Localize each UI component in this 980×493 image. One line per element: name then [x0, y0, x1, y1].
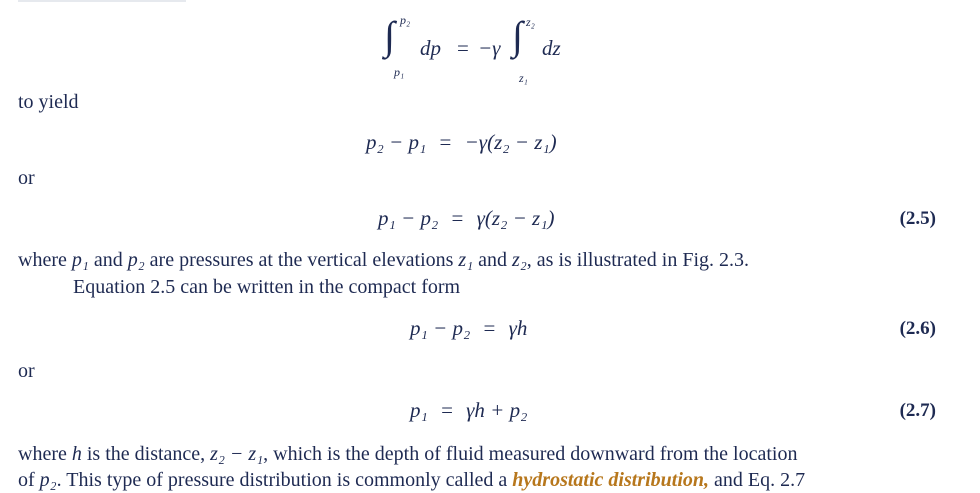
- equation-number-2-6: (2.6): [899, 318, 936, 339]
- eq-2-5-lhs: p₁ − p₂: [378, 206, 439, 230]
- para3-text-3: , which is the depth of fluid measured downward from the location: [263, 443, 798, 465]
- integral-sign-right: ∫: [512, 13, 523, 58]
- para3-text-2: is the distance,: [81, 443, 211, 465]
- paragraph-compact-form: Equation 2.5 can be written in the compact form: [73, 276, 461, 298]
- para1-text-4: and: [473, 249, 513, 271]
- rhs-lower-limit: z₁: [519, 71, 528, 85]
- integral-equals: =: [457, 36, 469, 60]
- para1-text-3: are pressures at the vertical elevations: [144, 249, 459, 271]
- para1-text-2: and: [88, 249, 128, 271]
- paragraph-hydrostatic: [18, 470, 805, 490]
- rhs-integrand: dz: [542, 36, 561, 60]
- or-text-1: or: [18, 167, 35, 189]
- rhs-upper-limit: z₂: [526, 15, 535, 29]
- para1-p1: p₁: [71, 249, 89, 271]
- para3-expression: z₂ − z₁: [210, 443, 264, 465]
- paragraph-distance: [18, 444, 797, 464]
- lhs-lower-limit: p₁: [394, 65, 405, 79]
- para1-p2: p₂: [127, 249, 145, 271]
- equation-number-2-5: (2.5): [899, 208, 936, 229]
- equation-2-7: [410, 400, 527, 421]
- para4-p2: p₂: [39, 469, 57, 491]
- eq-2-7-equals: =: [441, 398, 453, 422]
- lhs-integrand: dp: [420, 36, 441, 60]
- para3-text-1: where: [18, 443, 72, 465]
- para4-text-2: . This type of pressure distribution is commonly called a: [56, 469, 513, 491]
- hydrostatic-distribution-term: hydrostatic distribution,: [512, 469, 710, 491]
- eq-2-5-equals: =: [451, 206, 464, 230]
- paragraph-pressures: [18, 250, 749, 270]
- eq-a-equals: =: [439, 130, 452, 154]
- para1-text-5: , as is illustrated in Fig. 2.3.: [526, 249, 750, 271]
- para1-z2: z₂: [512, 249, 527, 271]
- eq-2-6-equals: =: [483, 316, 496, 340]
- to-yield-text: to yield: [18, 91, 79, 113]
- eq-2-6-rhs: γh: [508, 316, 528, 340]
- or-text-2: or: [18, 360, 35, 382]
- eq-a-lhs: p₂ − p₁: [366, 130, 427, 154]
- equation-2-5: [378, 208, 555, 229]
- eq-2-7-rhs: γh + p₂: [466, 398, 528, 422]
- eq-2-5-rhs: γ(z₂ − z₁): [476, 206, 555, 230]
- para3-h: h: [71, 443, 82, 465]
- integral-sign-left: ∫: [384, 13, 395, 58]
- eq-2-6-lhs: p₁ − p₂: [410, 316, 471, 340]
- equation-intermediate: [366, 132, 557, 153]
- para4-text-3: and Eq. 2.7: [709, 469, 806, 491]
- lhs-upper-limit: p₂: [400, 13, 411, 27]
- integral-coefficient: −γ: [478, 36, 501, 60]
- equation-number-2-7: (2.7): [899, 400, 936, 421]
- para1-text-1: where: [18, 249, 72, 271]
- equation-2-6: [410, 318, 527, 339]
- top-rule: [18, 0, 186, 2]
- eq-2-7-lhs: p₁: [410, 398, 428, 422]
- para1-z1: z₁: [458, 249, 474, 271]
- para4-text-1: of: [18, 469, 40, 491]
- eq-a-rhs: −γ(z₂ − z₁): [464, 130, 557, 154]
